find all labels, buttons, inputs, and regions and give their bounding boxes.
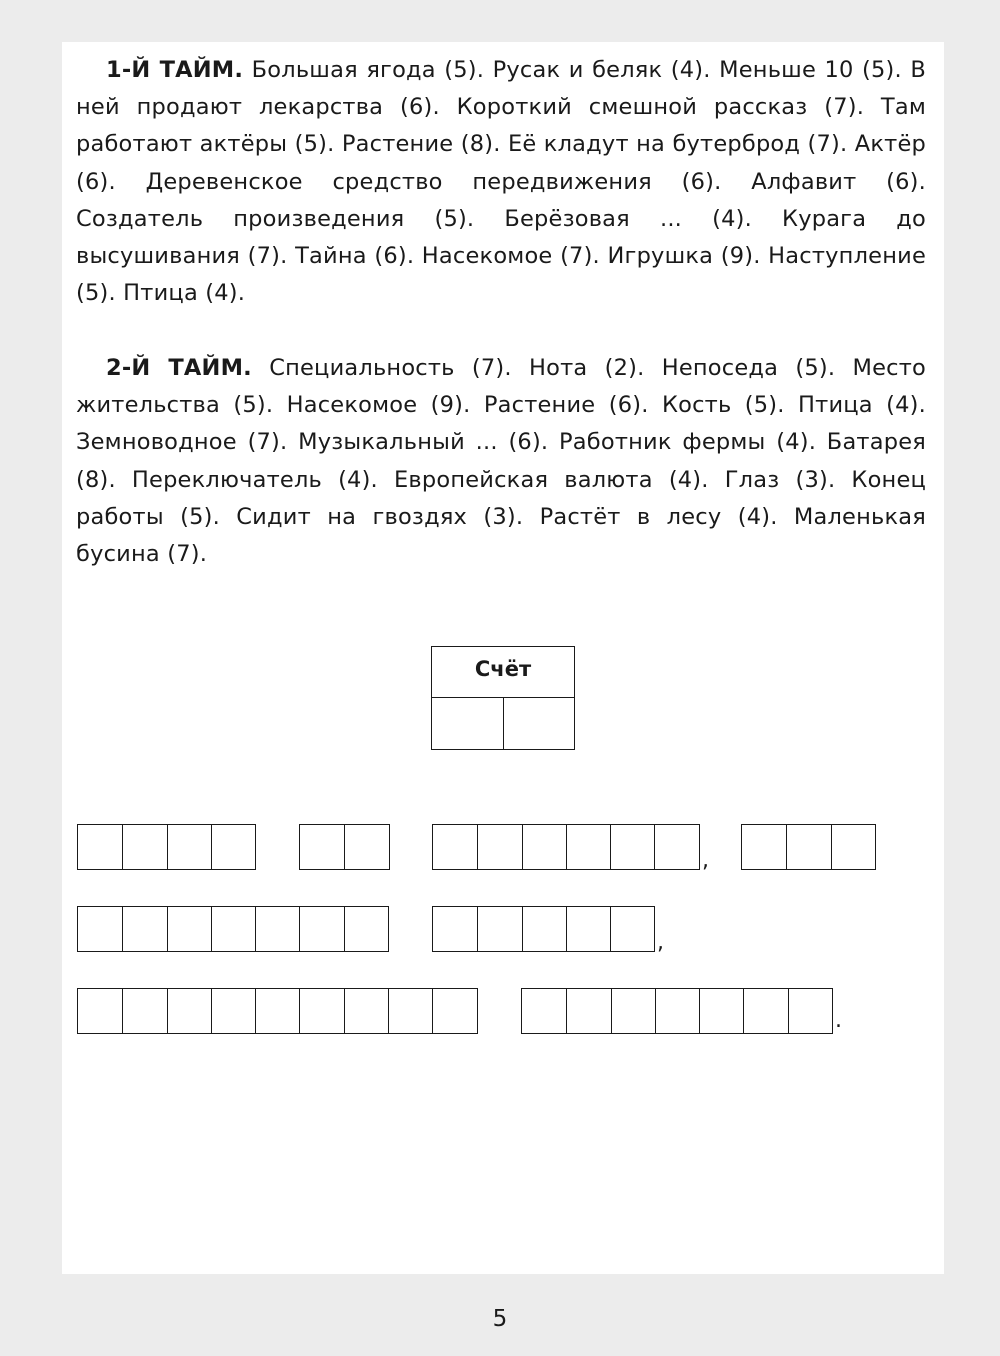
letter-cell[interactable] [167,825,211,869]
letter-cell[interactable] [388,989,432,1033]
letter-cell[interactable] [300,825,344,869]
letter-cell[interactable] [743,989,787,1033]
letter-cell[interactable] [211,989,255,1033]
letter-cell[interactable] [522,825,566,869]
letter-cell[interactable] [211,907,255,951]
letter-cell[interactable] [566,825,610,869]
answer-word-box [77,988,478,1034]
answer-word-box [77,824,256,870]
letter-cell[interactable] [344,907,388,951]
half-2-clues: Специальность (7). Нота (2). Непоседа (5). Место жительства (5). Насекомое (9). Растение (6). Кость (5). Птица (4). Земноводное (7). Музыкальный ... (6). Работник фермы (4). Батарея (8). Переключатель (4). Европейская валюта (4). Глаз (3). Конец работы (5). Сидит на гвоздях (3). Растёт в лесу (4). Маленькая бусина (7). [76,355,926,568]
letter-cell[interactable] [610,825,654,869]
score-cells [432,698,574,749]
letter-cell[interactable] [299,907,343,951]
answer-word-box [432,906,655,952]
letter-cell[interactable] [477,825,521,869]
letter-cell[interactable] [255,989,299,1033]
answer-word-box [521,988,833,1034]
letter-cell[interactable] [788,989,832,1033]
answer-word-box [432,824,700,870]
letter-cell[interactable] [432,989,476,1033]
answer-word-box [77,906,389,952]
letter-cell[interactable] [831,825,875,869]
letter-cell[interactable] [344,989,388,1033]
half-2-clues-paragraph [76,350,926,573]
half-1-heading: 1-Й ТАЙМ. [106,57,244,83]
score-table [431,646,575,750]
letter-cell[interactable] [654,825,698,869]
letter-cell[interactable] [344,825,388,869]
half-2-heading: 2-Й ТАЙМ. [106,355,252,381]
answer-word-box [299,824,390,870]
answer-word-box [741,824,876,870]
punctuation-mark: , [657,930,664,955]
letter-cell[interactable] [78,907,122,951]
score-label: Счёт [432,647,574,698]
letter-cell[interactable] [122,907,166,951]
letter-cell[interactable] [566,907,610,951]
letter-cell[interactable] [433,907,477,951]
punctuation-mark: , [702,848,709,873]
letter-cell[interactable] [477,907,521,951]
letter-cell[interactable] [255,907,299,951]
letter-cell[interactable] [655,989,699,1033]
letter-cell[interactable] [786,825,830,869]
letter-cell[interactable] [122,989,166,1033]
half-1-clues-paragraph [76,52,926,312]
score-cell-half-2[interactable] [503,698,575,749]
letter-cell[interactable] [122,825,166,869]
letter-cell[interactable] [78,825,122,869]
page-number: 5 [492,1306,508,1332]
letter-cell[interactable] [211,825,255,869]
letter-cell[interactable] [522,989,566,1033]
letter-cell[interactable] [742,825,786,869]
half-1-clues: Большая ягода (5). Русак и беляк (4). Меньше 10 (5). В ней продают лекарства (6). Короткий смешной рассказ (7). Там работают актёры (5). Растение (8). Её кладут на бутерброд (7). Актёр (6). Деревенское средство передвижения (6). Алфавит (6). Создатель произведения (5). Берёзовая ... (4). Курага до высушивания (7). Тайна (6). Насекомое (7). Игрушка (9). Наступление (5). Птица (4). [76,57,926,307]
letter-cell[interactable] [522,907,566,951]
worksheet-page [62,42,944,1274]
letter-cell[interactable] [611,989,655,1033]
letter-cell[interactable] [610,907,654,951]
letter-cell[interactable] [167,907,211,951]
punctuation-mark: . [835,1008,842,1033]
letter-cell[interactable] [167,989,211,1033]
score-cell-half-1[interactable] [432,698,503,749]
letter-cell[interactable] [699,989,743,1033]
letter-cell[interactable] [78,989,122,1033]
letter-cell[interactable] [566,989,610,1033]
letter-cell[interactable] [299,989,343,1033]
letter-cell[interactable] [433,825,477,869]
